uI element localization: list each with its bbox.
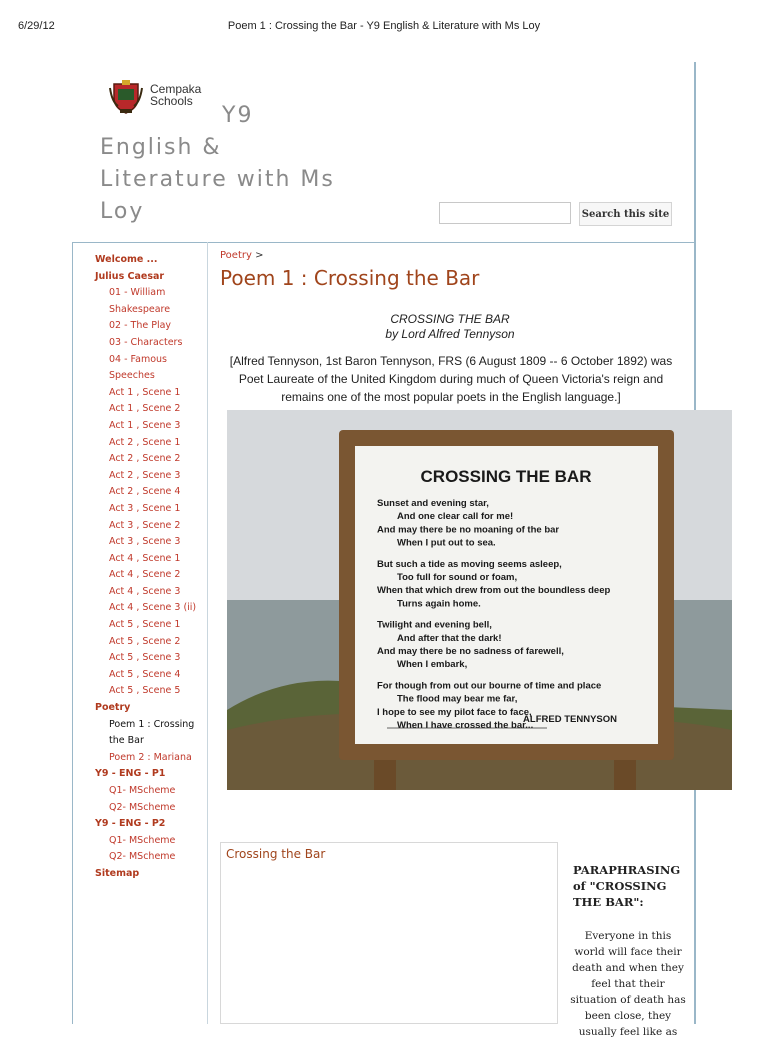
print-header — [0, 0, 768, 52]
sidebar-item[interactable]: Act 5 , Scene 5 — [109, 685, 181, 697]
sidebar-item[interactable]: Act 1 , Scene 2 — [109, 403, 181, 415]
intro-paragraph: [Alfred Tennyson, 1st Baron Tennyson, FRS (6 August 1809 -- 6 October 1892) was Poet Laureate of the United Kingdom during much of Queen Victoria's reign and remains one of the most popular poets in the English language.] — [229, 354, 673, 404]
site-title[interactable] — [100, 100, 390, 228]
sign-poem-line: For though from out our bourne of time and place — [377, 680, 602, 692]
sidebar-item[interactable]: Poetry — [95, 702, 131, 714]
sign-poem-line: I hope to see my pilot face to face, — [377, 706, 532, 718]
sidebar-item[interactable]: Act 1 , Scene 3 — [109, 419, 181, 431]
frame-border-left — [72, 242, 73, 1024]
sign-poem-line: When that which drew from out the boundless deep — [377, 585, 611, 597]
sign-photo-image — [227, 410, 732, 790]
sidebar-item[interactable]: Act 3 , Scene 2 — [109, 519, 181, 531]
sidebar-item[interactable]: Act 4 , Scene 3 — [109, 585, 181, 597]
sidebar-item[interactable]: Act 2 , Scene 2 — [109, 453, 181, 465]
sidebar-item[interactable]: Poem 2 : Mariana — [109, 751, 192, 763]
sidebar-item[interactable]: Act 4 , Scene 3 (ii) — [109, 602, 197, 614]
page-title: Poem 1 : Crossing the Bar — [220, 266, 480, 290]
breadcrumb-link-poetry[interactable]: Poetry — [220, 250, 252, 261]
sign-poem-line: And may there be no moaning of the bar — [377, 524, 560, 536]
site-title-line-1: Y9 — [222, 103, 254, 128]
sign-poem-line: Sunset and evening star, — [377, 498, 489, 509]
print-date: 6/29/12 — [18, 20, 55, 32]
sign-poem-line: Too full for sound or foam, — [397, 572, 518, 583]
sidebar-item[interactable]: Q2- MScheme — [109, 851, 176, 863]
sidebar-item[interactable]: Q1- MScheme — [109, 834, 176, 846]
sidebar-divider — [207, 242, 208, 1024]
search-input[interactable] — [439, 202, 571, 224]
paraphrase-heading: PARAPHRASING of "CROSSING THE BAR": — [573, 863, 681, 909]
sidebar-item[interactable]: Poem 1 : Crossing the Bar — [109, 718, 195, 747]
sidebar-item[interactable]: Act 1 , Scene 1 — [109, 386, 181, 398]
sidebar-item[interactable]: Y9 - ENG - P1 — [95, 768, 166, 780]
sidebar-item[interactable]: 02 - The Play — [109, 320, 172, 332]
sidebar-item[interactable]: Julius Caesar — [95, 270, 165, 282]
sign-poem-line: And one clear call for me! — [397, 511, 514, 523]
poem-title: CROSSING THE BAR — [390, 312, 510, 326]
sign-poem-line: And after that the dark! — [397, 632, 502, 644]
sidebar-item[interactable]: Act 5 , Scene 1 — [109, 619, 181, 631]
sign-signature: ALFRED TENNYSON — [523, 714, 617, 725]
sign-title: CROSSING THE BAR — [420, 467, 592, 486]
sidebar-item[interactable]: Act 2 , Scene 4 — [109, 486, 181, 498]
embedded-document[interactable] — [220, 842, 558, 1024]
crossing-the-bar-sign-photo — [227, 410, 732, 790]
sign-poem-line: Twilight and evening bell, — [377, 619, 492, 631]
sign-poem-line: And may there be no sadness of farewell, — [377, 646, 564, 657]
sign-poem-line: When I have crossed the bar... — [397, 720, 534, 731]
site-title-line-2: English & — [100, 135, 222, 160]
breadcrumb-separator: > — [255, 250, 264, 261]
search-button[interactable]: Search this site — [579, 202, 672, 226]
print-title: Poem 1 : Crossing the Bar - Y9 English & Literature with Ms Loy — [227, 20, 541, 32]
frame-border-top — [72, 242, 694, 243]
sidebar-item[interactable]: Act 5 , Scene 4 — [109, 668, 181, 680]
sidebar-item[interactable]: Q1- MScheme — [109, 785, 176, 796]
sidebar-item[interactable]: Act 4 , Scene 2 — [109, 569, 181, 581]
sidebar-item[interactable]: 01 - William Shakespeare — [109, 287, 171, 315]
logo-line-2: Schools — [150, 94, 193, 108]
sidebar-item[interactable]: Act 2 , Scene 3 — [109, 469, 181, 481]
breadcrumb — [220, 250, 263, 261]
sidebar-item[interactable]: Act 3 , Scene 3 — [109, 536, 181, 548]
sidebar-item[interactable]: Act 4 , Scene 1 — [109, 552, 181, 564]
logo-line-1: Cempaka — [150, 82, 202, 96]
sidebar-item[interactable]: Y9 - ENG - P2 — [95, 818, 166, 830]
sidebar-item[interactable]: Act 5 , Scene 3 — [109, 652, 181, 664]
site-title-line-4: Loy — [100, 199, 145, 224]
sidebar-item[interactable]: Act 3 , Scene 1 — [109, 502, 181, 514]
sidebar-item[interactable]: Welcome ... — [95, 254, 158, 265]
sign-poem-line: The flood may bear me far, — [397, 693, 518, 705]
embed-title[interactable]: Crossing the Bar — [226, 847, 326, 861]
sign-poem-line: When I embark, — [397, 659, 468, 671]
poem-author: by Lord Alfred Tennyson — [385, 327, 515, 341]
sidebar-item[interactable]: 03 - Characters — [109, 336, 183, 348]
paraphrase-text: Everyone in this world will face their death and when they feel that their situation of death has been close, they usually feel like as — [570, 930, 686, 1038]
sign-poem-line: Turns again home. — [397, 598, 481, 610]
sidebar-item[interactable]: 04 - Famous Speeches — [109, 353, 168, 382]
poem-heading — [220, 312, 680, 342]
sidebar-item[interactable]: Act 2 , Scene 1 — [109, 436, 181, 448]
sidebar-nav — [95, 252, 205, 883]
sidebar-item[interactable]: Act 5 , Scene 2 — [109, 635, 181, 647]
sign-poem-line: But such a tide as moving seems asleep, — [377, 558, 562, 570]
sidebar-item[interactable]: Sitemap — [95, 867, 140, 879]
site-title-line-3: Literature with Ms — [100, 167, 335, 192]
sidebar-item[interactable]: Q2- MScheme — [109, 801, 176, 813]
sign-poem-line: When I put out to sea. — [397, 537, 496, 549]
